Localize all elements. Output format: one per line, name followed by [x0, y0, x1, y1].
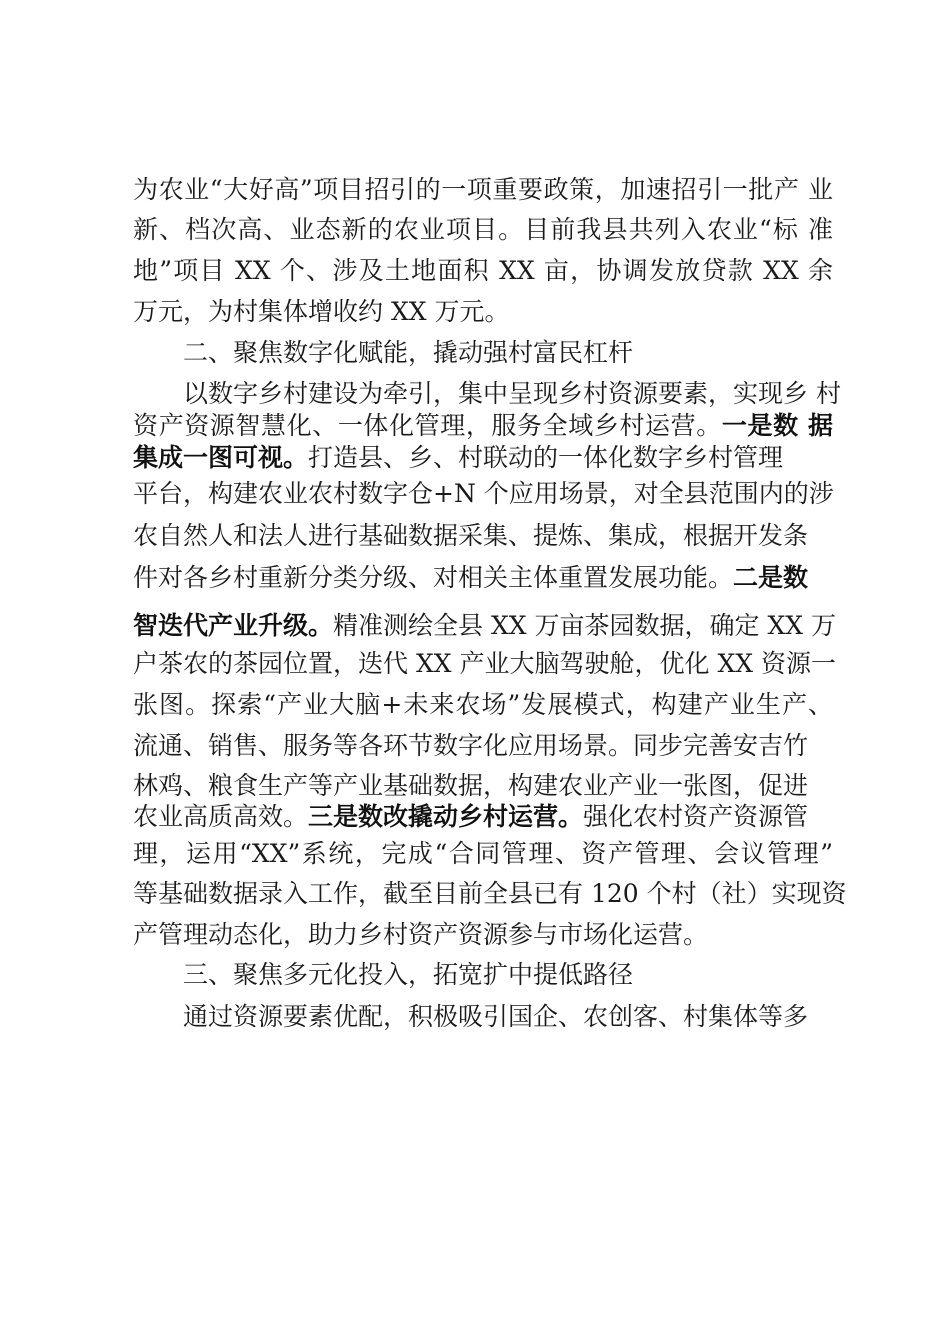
- text-line: [133, 174, 833, 206]
- text-line: [133, 520, 833, 552]
- bold-run: 三是数改撬动乡村运营。: [308, 802, 584, 831]
- text-line: [133, 410, 833, 442]
- text-line: [133, 648, 836, 680]
- text-run: 张图。探索“产业大脑+未来农场”发展模式，构建产业生产、: [133, 690, 833, 719]
- bold-run: 智迭代产业升级。: [133, 611, 334, 640]
- heading-text: 三、聚焦多元化投入，拓宽扩中提低路径: [183, 960, 634, 989]
- text-run: 流通、销售、服务等各环节数字化应用场景。同步完善安吉竹: [133, 731, 809, 760]
- text-line: [133, 730, 833, 762]
- text-line: [133, 296, 833, 328]
- text-line: [133, 562, 833, 594]
- text-run: 精准测绘全县 XX 万亩茶园数据，确定 XX 万: [333, 611, 836, 640]
- text-line: [133, 442, 833, 474]
- text-run: 强化农村资产资源管: [583, 802, 809, 831]
- text-run: 地”项目 XX 个、涉及土地面积 XX 亩，协调发放贷款 XX 余: [133, 256, 833, 285]
- text-line: [133, 478, 833, 510]
- text-line: [183, 378, 841, 410]
- text-run: 通过资源要素优配，积极吸引国企、农创客、村集体等多: [183, 1002, 809, 1031]
- bold-run: 一是数 据: [721, 411, 833, 440]
- text-run: 以数字乡村建设为牵引，集中呈现乡村资源要素，实现乡 村: [183, 379, 841, 408]
- text-line: [133, 770, 833, 802]
- text-run: 新、档次高、业态新的农业项目。目前我县共列入农业“标 准: [133, 215, 833, 244]
- text-line: [133, 255, 833, 287]
- text-run: 万元，为村集体增收约 XX 万元。: [133, 297, 510, 326]
- text-run: 户茶农的茶园位置，迭代 XX 产业大脑驾驶舱，优化 XX 资源一: [133, 649, 836, 678]
- text-line: [183, 1001, 833, 1033]
- text-line: [133, 878, 847, 910]
- text-run: 资产资源智慧化、一体化管理，服务全域乡村运营。: [133, 411, 722, 440]
- text-line: [133, 689, 833, 721]
- text-run: 平台，构建农业农村数字仓+N 个应用场景，对全县范围内的涉: [133, 479, 834, 508]
- text-line: [133, 214, 833, 246]
- text-run: 等基础数据录入工作，截至目前全县已有 120 个村（社）实现资: [133, 879, 847, 908]
- text-run: 农自然人和法人进行基础数据采集、提炼、集成，根据开发条: [133, 521, 809, 550]
- text-run: 农业高质高效。: [133, 802, 309, 831]
- section-heading: [183, 959, 833, 991]
- text-run: 为农业“大好高”项目招引的一项重要政策，加速招引一批产 业: [133, 175, 833, 204]
- heading-text: 二、聚焦数字化赋能，撬动强村富民杠杆: [183, 338, 634, 367]
- text-run: 打造县、乡、村联动的一体化数字乡村管理: [308, 443, 784, 472]
- text-run: 件对各乡村重新分类分级、对相关主体重置发展功能。: [133, 563, 734, 592]
- text-line: [133, 801, 833, 833]
- text-run: 产管理动态化，助力乡村资产资源参与市场化运营。: [133, 920, 709, 949]
- text-line: [133, 919, 833, 951]
- bold-run: 集成一图可视。: [133, 443, 309, 472]
- text-line: [133, 838, 833, 870]
- text-line: [133, 610, 836, 642]
- bold-run: 二是数: [733, 563, 809, 592]
- text-run: 林鸡、粮食生产等产业基础数据，构建农业产业一张图，促进: [133, 771, 809, 800]
- text-run: 理，运用“XX”系统，完成“合同管理、资产管理、会议管理”: [133, 839, 833, 868]
- section-heading: [183, 337, 833, 369]
